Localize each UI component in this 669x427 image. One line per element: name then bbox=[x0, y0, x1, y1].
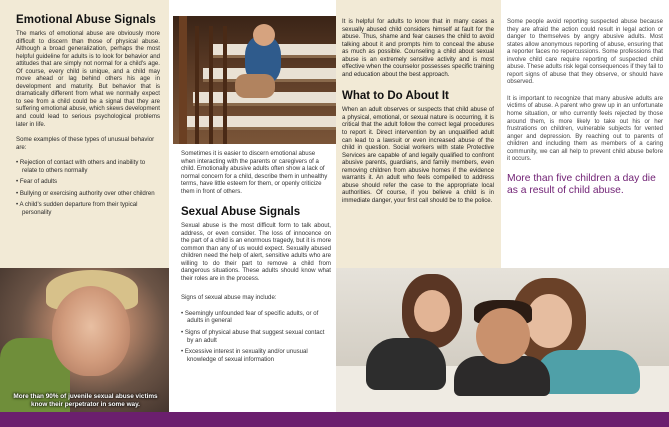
list-item: • Bullying or exercising authority over other children bbox=[16, 189, 155, 197]
photo-shape bbox=[536, 350, 640, 394]
sexual-abuse-list bbox=[181, 310, 331, 363]
sexual-abuse-intro: Signs of sexual abuse may include: bbox=[181, 294, 277, 302]
reporting-panel bbox=[501, 0, 669, 268]
photo-shape bbox=[476, 308, 530, 364]
photo-shape bbox=[253, 24, 275, 46]
photo-shape bbox=[52, 286, 130, 376]
photo-shape bbox=[223, 26, 227, 144]
prevention-body: It is important to recognize that many abusive adults are victims of abuse. A parent who grew up in an unfortunate home situation, or who currently feels rejected by those around them, is more likely to take out his or her frustrations on children, vulnerable subjects for vented anger and depression. By reaching out to parents of children and including them as members of a caring community, we can all help to prevent child abuse before it occurs. bbox=[507, 94, 663, 163]
photo-shape bbox=[366, 338, 446, 390]
what-to-do-body: When an adult observes or suspects that child abuse of a physical, emotional, or sexual nature is occurring, it is critical that the adult follow the correct legal procedures to report it. Direct intervention by an unqualified adult can lead to a lawsuit or even increased abuse of the child in question. Social workers with state Protective Services are capable of and legally qualified to confront abusive parents, guardians, and family members, even removing children from abusive homes if the evidence warrants it. An adult who feels compelled to address abuse should refer the case to the appropriate local authorities. Of course, if you believe a child is in immediate danger, your first call should be to the police. bbox=[342, 106, 494, 204]
photo-shape bbox=[209, 26, 213, 144]
sexual-abuse-body: Sexual abuse is the most difficult form to talk about, address, or even consider. The loss of innocence on the part of a child is an enormous tragedy, but it is more common than any of us would expect. Sexually abused children need the help of alert, sensitive adults who are willing to do their part to remove a child from dangerous situations. These adults should know what their roles are in the process. bbox=[181, 222, 331, 282]
photo-shape bbox=[235, 74, 275, 98]
family-photo bbox=[336, 268, 669, 412]
list-item: • Seemingly unfounded fear of specific adults, or of adults in general bbox=[181, 309, 319, 325]
emotional-abuse-list bbox=[16, 159, 160, 216]
sexual-abuse-heading: Sexual Abuse Signals bbox=[181, 206, 301, 218]
list-item: • A child's sudden departure from their typical personality bbox=[16, 201, 138, 216]
list-item: • Signs of physical abuse that suggest sexual contact by an adult bbox=[181, 329, 325, 344]
photo-shape bbox=[526, 294, 572, 348]
statistic-callout: More than five children a day die as a result of child abuse. bbox=[507, 172, 656, 197]
photo-caption: More than 90% of juvenile sexual abuse victims know their perpetrator in some way. bbox=[13, 393, 158, 408]
emotional-abuse-heading: Emotional Abuse Signals bbox=[16, 14, 156, 26]
list-item: • Rejection of contact with others and inability to relate to others normally bbox=[16, 159, 146, 174]
list-item: • Excessive interest in sexuality and/or unusual knowledge of sexual information bbox=[181, 348, 308, 363]
list-item: • Fear of adults bbox=[16, 178, 58, 186]
sexual-abuse-panel bbox=[173, 146, 336, 412]
stairs-photo bbox=[173, 16, 336, 144]
photo-shape bbox=[179, 16, 187, 144]
what-to-do-panel bbox=[336, 0, 501, 268]
reporting-body: Some people avoid reporting suspected abuse because they are afraid the action could result in legal action or danger to themselves by angry abusive adults. Most states allow anonymous reporting of abuse, ensuring that a reporter faces no repercussions. Some professions that involve child care require reporting of suspected child abuse. These adults risk legal consequences if they fail to report signs of abuse that they observe, or should have observed. bbox=[507, 18, 663, 86]
photo-shape bbox=[183, 116, 336, 130]
photo-shape bbox=[195, 26, 199, 144]
boy-photo bbox=[0, 268, 169, 412]
stairs-caption: Sometimes it is easier to discern emotional abuse when interacting with the parents or caregivers of a child. Emotionally abusive adults often show a lack of normal concern for a child, describe them in unhealthy terms, have little esteem for them, or openly criticize them in front of others. bbox=[181, 150, 328, 195]
photo-shape bbox=[414, 290, 450, 332]
what-to-do-heading: What to Do About It bbox=[342, 90, 449, 103]
emotional-abuse-panel bbox=[0, 0, 169, 268]
emotional-abuse-intro: Some examples of these types of unusual behavior are: bbox=[16, 136, 155, 151]
footer-bar bbox=[0, 412, 669, 427]
sexual-abuse-continued-body: It is helpful for adults to know that in many cases a sexually abused child considers himself at fault for the abuse. Thus, shame and fear causes the child to avoid talking about it and prompts him to conceal the abuse as much as possible. Counseling a child about sexual abuse is an extremely sensitive activity and is most effective when the counselor possesses specific training and education about the best approach. bbox=[342, 18, 494, 78]
emotional-abuse-body: The marks of emotional abuse are obviously more difficult to discern than those of physical abuse. Although a broad generalization, perhaps the most helpful guideline for adults is to look for behavior and attitudes that are simply not normal for a child's age. Of course, every child is unique, and a child may move ahead or lag behind others his age in development and maturity. But behavior that is dramatically different from what we normally expect to see from a child could be a signal that they are suffering emotional abuse, which skews development and could lead to serious psychological problems later in life. bbox=[16, 30, 160, 128]
